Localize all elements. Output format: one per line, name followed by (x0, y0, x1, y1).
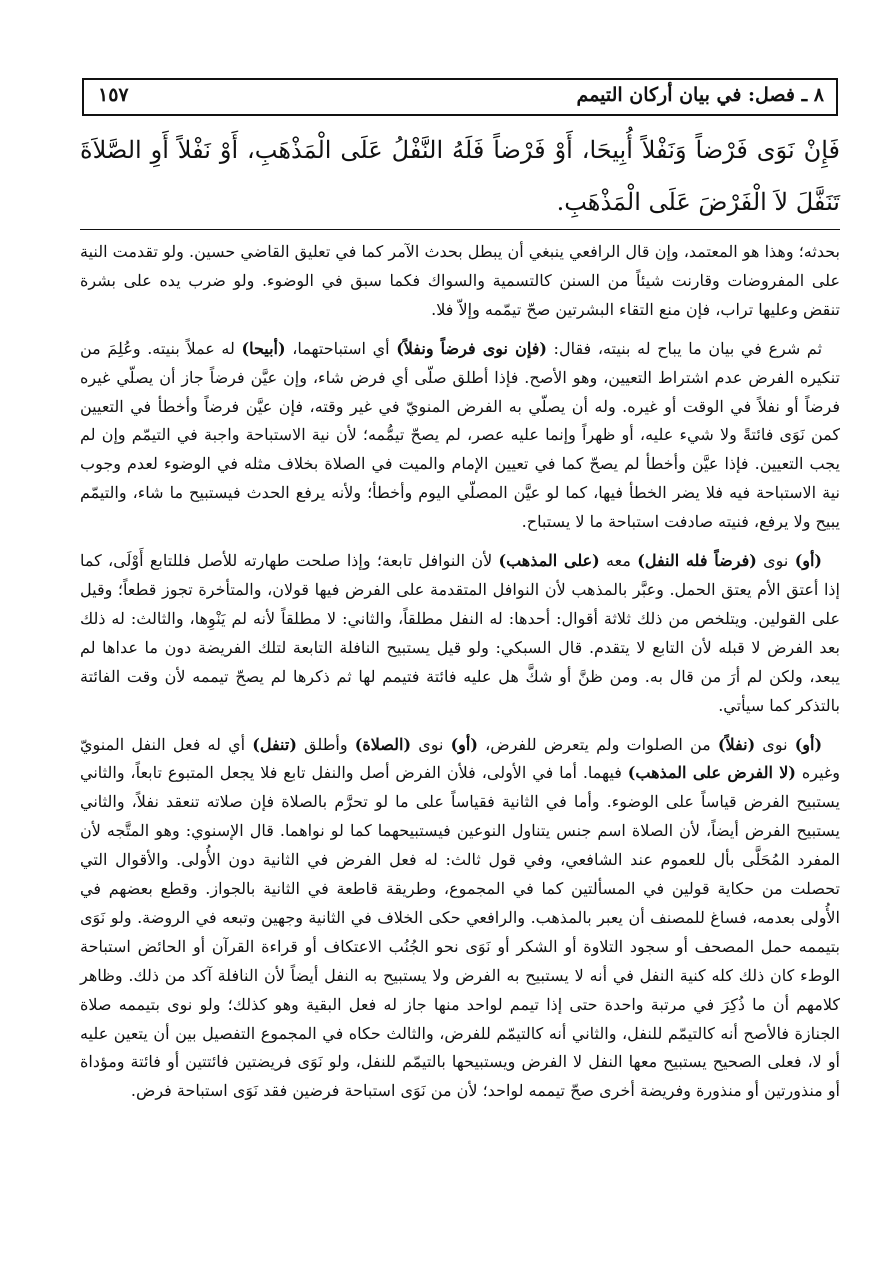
matn-quote: (أبيحا) (241, 338, 286, 358)
commentary-paragraph-1: بحدثه؛ وهذا هو المعتمد، وإن قال الرافعي ينبغي أن يبطل بحدث الآمر كما في تعليق القاضي حسين. ولو تقدمت النية على المفروضات وقارنت شيئاً من السنن كالتسمية والسواك فكما سبق في الوضوء. ولو ضرب يده على بشرة تنقض وعليها تراب، فإن منع التقاء البشرتين صحّ تيمّمه وإلاّ فلا. (80, 242, 841, 319)
matn-text: فَإِنْ نَوَى فَرْضاً وَنَفْلاً أُبِيحَا، أَوْ فَرْضاً فَلَهُ النَّفْلُ عَلَى الْمَذْهَبِ، أَوْ نَفْلاً أَوِ الصَّلاَةَ تَنَفَّلَ لاَ الْفَرْضَ عَلَى الْمَذْهَبِ. (80, 136, 840, 216)
matn-quote: (فرضاً فله النفل) (637, 551, 757, 571)
matn-quote: (فإن نوى فرضاً ونفلاً) (396, 338, 547, 358)
text-run: ثم شرع في بيان ما يباح له بنيته، فقال: (546, 338, 823, 358)
matn-quote: (نفلاً) (717, 734, 756, 754)
matn-quote: (لا الفرض على المذهب) (627, 763, 796, 783)
text-run: نوى (411, 734, 451, 754)
text-run: أي له فعل النفل المنويّ وغيره (80, 734, 841, 783)
commentary-paragraph-4 (80, 731, 840, 1107)
separator-line (80, 229, 840, 230)
text-run: أي استباحتهما، (285, 338, 397, 358)
matn-quote: (على المذهب) (498, 551, 600, 571)
matn-quote: (أو) (450, 734, 478, 754)
text-run: نوى (756, 551, 795, 571)
text-run: من الصلوات ولم يتعرض للفرض، (477, 734, 718, 754)
page-number: ١٥٧ (98, 84, 129, 106)
text-run: فيهما. أما في الأولى، فلأن الفرض أصل والنفل تابع فلا يجعل المتبوع تابعاً، والثاني يستبيح الفرض قياساً على الوضوء. وأما في الثانية فقياساً على ما لو تحرَّم بالصلاة فإن صلاته تنعقد نفلاً، والثاني يستبيح الفرض أيضاً، لأن الصلاة اسم جنس يتناول النوعين فيستبيحهما كما لو نواهما. قال الإسنوي: وهو المتَّجه لأن المفرد المُحَلَّى بأل للعموم عند الشافعي، وفي قول ثالث: له فعل الفرض في الثانية دون الأُولى. والأقوال التي تحصلت من حكاية قولين في المسألتين كما في المجموع، وطريقة قاطعة في الثانية بالجواز. وقطع بعضهم في الأُولى بعدمه، فساغ للمصنف أن يعبر بالمذهب. والرافعي حكى الخلاف في الثانية وجهين وتبعه في الروضة. ولو نَوَى بتيممه حمل المصحف أو سجود التلاوة أو الشكر أو نَوَى نحو الجُنُب الاعتكاف أو قراءة القرآن أو الحائض استباحة الوطء كان ذلك كله كنية النفل في أنه لا يستبيح به الفرض ولا يستبيح به النفل أيضاً لأن النافلة آكد من ذلك. وظاهر كلامهم أن ما ذُكِرَ في مرتبة واحدة حتى إذا تيمم لواحد منها جاز له فعل البقية وهو كذلك؛ ولو نوى بتيممه صلاة الجنازة فالأصح أنه كالتيمّم للنفل، والثاني أنه كالتيمّم للفرض، والثالث حكاه في المجموع التفصيل بين أن يتعين عليه أو لا، فعلى الصحيح يستبيح معها النفل لا الفرض ويستبيحها بالتيمّم للنفل، ولو نَوَى فريضتين فائتتين أو فائتة ومؤداة أو منذورتين أو منذورة وفريضة أخرى صحّ تيممه لواحد؛ لأن من نَوَى استباحة فرضين فقد نَوَى استباحة فرض. (80, 763, 840, 1101)
matn-quote: (أو) (794, 551, 822, 571)
matn-quote: (أو) (794, 734, 823, 754)
commentary-paragraph-2 (80, 335, 840, 537)
matn-quote: (تنفل) (252, 734, 297, 754)
matn-quote: (الصلاة) (354, 734, 412, 754)
text-run: نوى (755, 734, 795, 754)
running-header (82, 78, 838, 116)
chapter-title: ٨ ـ فصل: في بيان أركان التيمم (576, 84, 824, 106)
text-run: لأن النوافل تابعة؛ وإذا صلحت طهارته للأصل فللتابع أَوْلَى، كما إذا أعتق الأم يعتق الحمل. وعبَّر بالمذهب لأن النوافل المتقدمة على الفرض فيها قولان، والمتأخرة تجوز قطعاً؛ وقيل على القولين. ويتلخص من ذلك ثلاثة أقوال: أحدها: له النفل مطلقاً، والثاني: لا مطلقاً لأنه لم يَنْوِها، والثالث: له ذلك بعد الفرض لا قبله لأن التابع لا يتقدم. قال السبكي: ولو قيل يستبيح النافلة التابعة لتلك الفريضة دون ما عداها لم يبعد، ولكن لم أرَ من قال به. ومن ظنَّ أو شكَّ هل عليه فائتة فتيمم لها ثم ذكرها لم يصحّ تيممه لأن وقت الفائتة بالتذكر كما سيأتي. (80, 551, 840, 715)
text-run: له عملاً بنيته. وعُلِمَ من تنكيره الفرض عدم اشتراط التعيين، وهو الأصح. فإذا أطلق صلّى أي فرض شاء، وإن عيَّن فرضاً جاز أن يصلّي غيره فرضاً أو نفلاً في الوقت أو غيره. وله أن يصلّي به الفرض المنويّ في غير وقته، فإن عيَّن فرضاً وأخطأ في التعيين كمن نَوَى فائتةً ولا شيء عليه، أو ظهراً وإنما عليه عصر، لم يصحّ تيمُّمه؛ لأن نية الاستباحة واجبة في التيمّم وإن لم يجب التعيين. فإذا عيَّن وأخطأ لم يصحّ كما في تعيين الإمام والميت في الصلاة بخلاف مثله في الوضوء لعدم وجوب نية الاستباحة فيه فلا يضر الخطأ فيها، كما لو عيَّن المصلّي اليوم وأخطأ؛ ولأنه يرفع الحدث فيستبيح ما شاء، والتيمّم يبيح ولا يرفع، فنيته صادفت استباحة ما لا يستباح. (80, 338, 841, 532)
commentary-text (80, 238, 840, 1106)
commentary-paragraph-3 (80, 547, 840, 720)
text-run: وأطلق (296, 734, 355, 754)
text-run: معه (599, 551, 638, 571)
